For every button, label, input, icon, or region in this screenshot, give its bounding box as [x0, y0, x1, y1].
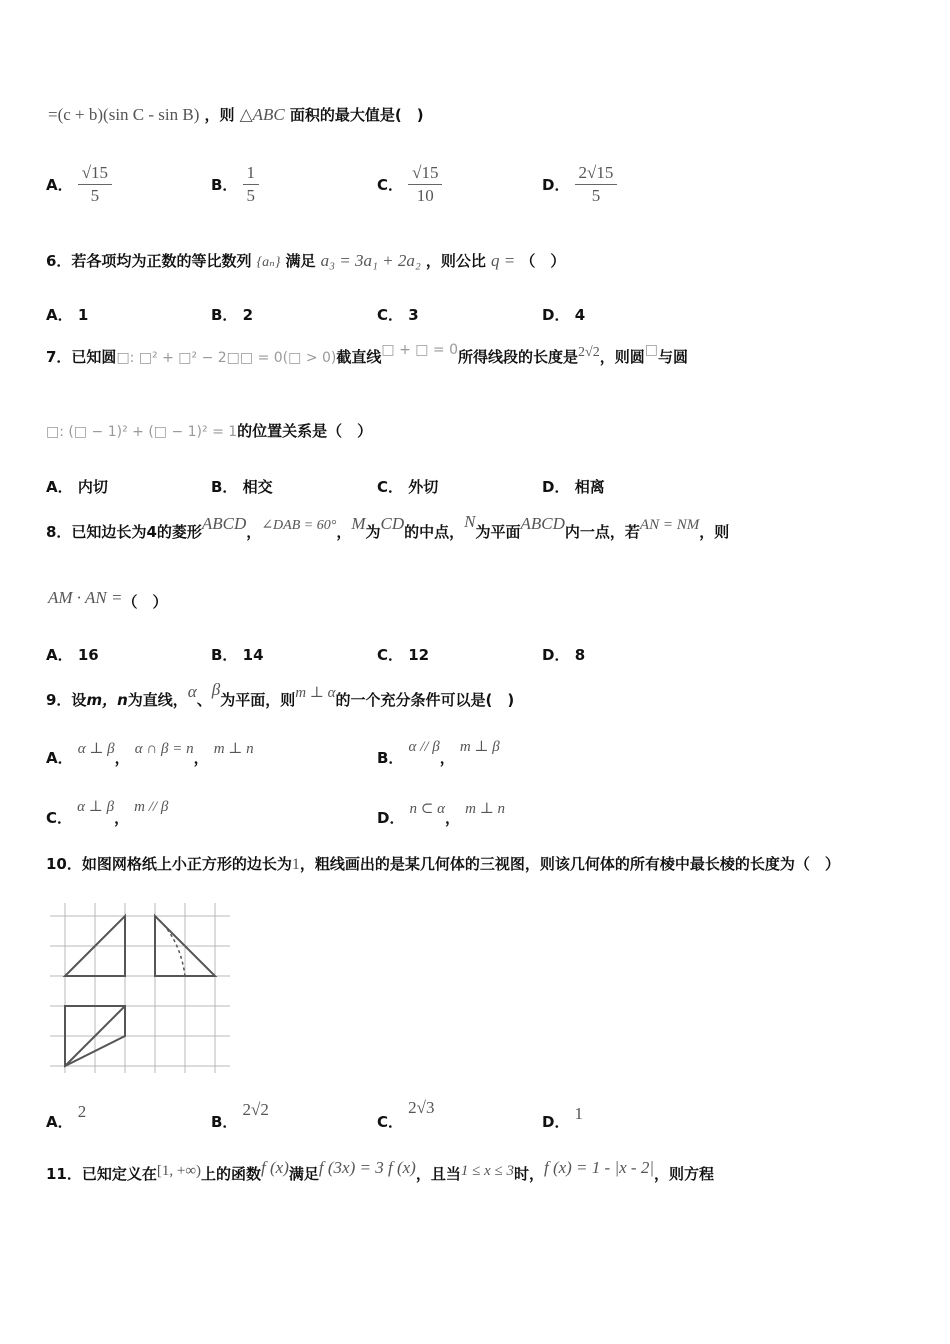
- q7-circle-m: □: □² + □² − 2□□ = 0(□ > 0): [116, 350, 337, 366]
- q11-def: f (x) = 1 - |x - 2|: [543, 1158, 654, 1177]
- option-part: m ⊥ n: [213, 741, 254, 757]
- option-label: B．: [211, 306, 238, 324]
- q8-option-c[interactable]: [377, 644, 429, 665]
- q10-tail: ，粗线画出的是某几何体的三视图，则该几何体的所有棱中最长棱的长度为（ ）: [299, 855, 840, 873]
- option-label: B．: [211, 1113, 238, 1131]
- q7-len: 2√2: [578, 345, 600, 360]
- option-text: 16: [77, 646, 99, 664]
- option-label: D．: [542, 1113, 570, 1131]
- q9-stem: [46, 680, 514, 710]
- q9-p3: 为平面，则: [220, 691, 296, 709]
- comma: ，: [193, 749, 209, 767]
- q9-tail: 的一个充分条件可以是( ): [335, 691, 515, 709]
- q6-seq: {aₙ}: [256, 255, 281, 270]
- option-label: D．: [542, 306, 570, 324]
- q11-p4: ，且当: [415, 1165, 461, 1183]
- q6-cond: a₃ = 3a₁ + 2a₂: [320, 251, 421, 270]
- option-text: 12: [408, 646, 430, 664]
- q7-mid4: 与圆: [657, 348, 688, 366]
- q10-option-d[interactable]: [542, 1104, 583, 1132]
- q11-range: 1 ≤ x ≤ 3: [460, 1163, 514, 1179]
- q10-one: 1: [291, 856, 300, 873]
- q11-prefix: 11．已知定义在: [46, 1165, 157, 1183]
- q6-option-b[interactable]: [211, 304, 253, 325]
- option-part: m ⊥ β: [459, 739, 500, 755]
- option-label: C．: [377, 176, 404, 194]
- option-label: A．: [46, 646, 73, 664]
- q7-option-d[interactable]: [542, 476, 605, 497]
- q7-line: □ + □ = 0: [381, 342, 459, 358]
- option-label: A．: [46, 306, 73, 324]
- three-view-figure: [45, 898, 235, 1078]
- numerator: 2√15: [575, 162, 618, 185]
- denominator: 5: [246, 186, 256, 205]
- option-label: B．: [377, 749, 404, 767]
- comma: ，: [439, 749, 455, 767]
- option-part: α ∩ β = n: [134, 741, 194, 757]
- q8-m: M: [351, 514, 366, 533]
- option-label: C．: [46, 809, 73, 827]
- q10-stem: [46, 853, 840, 874]
- q5-tail: ，则: [204, 106, 235, 124]
- q5-formula: =(c + b)(sin C - sin B): [48, 105, 200, 124]
- denominator: 5: [591, 186, 601, 205]
- denominator: 10: [416, 186, 434, 205]
- option-text: 2: [242, 306, 254, 324]
- q8-comma2: ，: [336, 523, 352, 541]
- option-text: 相交: [242, 478, 273, 496]
- numerator: √15: [78, 162, 112, 185]
- q11-p3: 满足: [288, 1165, 319, 1183]
- q11-domain: [1, +∞): [156, 1163, 202, 1179]
- q9-sep: 、: [196, 691, 212, 709]
- q8-abcd2: ABCD: [520, 514, 565, 533]
- q7-tail: 的位置关系是（ ）: [237, 422, 373, 440]
- fraction: [78, 162, 112, 207]
- comma: ，: [114, 809, 130, 827]
- q5-option-c[interactable]: [377, 162, 442, 207]
- q7-box: □: [644, 342, 658, 358]
- option-label: B．: [211, 646, 238, 664]
- comma: ，: [445, 809, 461, 827]
- q9-option-d[interactable]: [377, 798, 505, 828]
- option-part: m ⊥ n: [465, 801, 506, 817]
- q8-angle: ∠DAB = 60°: [261, 518, 337, 533]
- option-label: B．: [211, 478, 238, 496]
- option-text: 外切: [408, 478, 439, 496]
- q8-option-a[interactable]: [46, 644, 99, 665]
- option-label: A．: [46, 1113, 73, 1131]
- q8-plane: 为平面: [475, 523, 521, 541]
- option-label: A．: [46, 749, 73, 767]
- q6-option-c[interactable]: [377, 304, 419, 325]
- q8-option-b[interactable]: [211, 644, 264, 665]
- q5-option-d[interactable]: [542, 162, 617, 207]
- q10-option-c[interactable]: [377, 1098, 434, 1132]
- option-part: m // β: [134, 799, 169, 815]
- option-label: C．: [377, 306, 404, 324]
- option-label: C．: [377, 478, 404, 496]
- q7-mid2: 所得线段的长度是: [458, 348, 579, 366]
- q6-mid: 满足: [285, 252, 316, 270]
- option-text: 1: [574, 1104, 584, 1123]
- q5-option-b[interactable]: [211, 162, 259, 207]
- fraction: [575, 162, 618, 207]
- numerator: √15: [408, 162, 442, 185]
- option-label: D．: [377, 809, 405, 827]
- q8-cd: CD: [380, 514, 405, 533]
- q8-then: ，则: [699, 523, 730, 541]
- q9-prefix: 9．设: [46, 691, 87, 709]
- q9-option-a[interactable]: [46, 738, 254, 768]
- q9-option-c[interactable]: [46, 796, 168, 828]
- option-label: D．: [542, 478, 570, 496]
- q7-circle-n: □: (□ − 1)² + (□ − 1)² = 1: [46, 424, 238, 440]
- numerator: 1: [243, 162, 260, 185]
- q8-mid: 的中点，: [404, 523, 465, 541]
- option-text: 1: [77, 306, 89, 324]
- option-label: C．: [377, 646, 404, 664]
- q8-stem-line1: [46, 512, 729, 542]
- q8-option-d[interactable]: [542, 644, 585, 665]
- q8-prefix: 8．已知边长为: [46, 523, 147, 541]
- q9-alpha: α: [187, 682, 197, 701]
- q8-num4: 4: [146, 523, 157, 541]
- q7-prefix: 7．已知圆: [46, 348, 117, 366]
- q6-option-d[interactable]: [542, 304, 585, 325]
- option-part: α ⊥ β: [77, 741, 115, 757]
- q11-rel: f (3x) = 3 f (x): [318, 1158, 416, 1177]
- q9-perp: m ⊥ α: [295, 685, 336, 701]
- q6-stem: [46, 250, 565, 271]
- option-label: A．: [46, 176, 73, 194]
- option-label: D．: [542, 646, 570, 664]
- q10-option-b[interactable]: [211, 1100, 269, 1132]
- grid: [50, 903, 230, 1073]
- option-text: 4: [574, 306, 586, 324]
- q11-p5: 时，: [513, 1165, 544, 1183]
- q7-option-b[interactable]: [211, 476, 273, 497]
- q8-inner: 内一点，若: [564, 523, 640, 541]
- fraction: [408, 162, 442, 207]
- q7-stem-line2: [46, 420, 372, 441]
- q11-f: f (x): [261, 1158, 289, 1177]
- denominator: 5: [90, 186, 100, 205]
- q11-p2: 上的函数: [201, 1165, 262, 1183]
- option-text: 8: [574, 646, 586, 664]
- q7-mid3: ，则圆: [599, 348, 645, 366]
- q8-comma1: ，: [246, 523, 262, 541]
- option-text: 相离: [574, 478, 605, 496]
- q5-option-a[interactable]: [46, 162, 112, 207]
- option-part: α ⊥ β: [77, 799, 115, 815]
- option-text: 2√3: [408, 1098, 435, 1117]
- q7-option-c[interactable]: [377, 476, 438, 497]
- q9-option-b[interactable]: [377, 736, 500, 768]
- option-label: B．: [211, 176, 238, 194]
- q8-p2: 的菱形: [156, 523, 202, 541]
- option-part: α // β: [408, 739, 440, 755]
- q8-n: N: [464, 512, 476, 531]
- q8-abcd: ABCD: [201, 514, 247, 533]
- q8-paren: （ ）: [122, 593, 168, 611]
- q10-prefix: 10．如图网格纸上小正方形的边长为: [46, 855, 292, 873]
- q11-tail: ，则方程: [654, 1165, 715, 1183]
- q6-tail: ，则公比: [425, 252, 486, 270]
- option-text: 内切: [77, 478, 108, 496]
- q8-eq: AN = NM: [639, 517, 700, 533]
- q6-prefix: 6．若各项均为正数的等比数列: [46, 252, 252, 270]
- option-label: D．: [542, 176, 570, 194]
- option-text: 2√2: [242, 1100, 269, 1119]
- q8-dot: AM · AN =: [48, 588, 123, 607]
- option-label: C．: [377, 1113, 404, 1131]
- q9-p2: 为直线，: [127, 691, 188, 709]
- q6-q: q =: [491, 251, 516, 270]
- q11-stem: [46, 1158, 714, 1184]
- q5-line: [48, 104, 424, 125]
- option-part: n ⊂ α: [409, 801, 445, 817]
- q9-mn: m，n: [86, 691, 128, 709]
- q7-option-a[interactable]: [46, 476, 108, 497]
- q10-option-a[interactable]: [46, 1102, 86, 1132]
- q6-end: （ ）: [520, 252, 566, 270]
- q9-beta: β: [211, 680, 221, 699]
- comma: ，: [114, 749, 130, 767]
- q5-triangle: △ABC: [239, 105, 285, 124]
- q8-stem-line2: [48, 588, 167, 612]
- q8-is: 为: [365, 523, 381, 541]
- q7-mid1: 截直线: [336, 348, 382, 366]
- option-text: 3: [408, 306, 419, 324]
- q7-stem-line1: [46, 342, 688, 367]
- option-text: 2: [77, 1102, 87, 1121]
- q5-question: 面积的最大值是( ): [289, 106, 424, 124]
- q6-option-a[interactable]: [46, 304, 88, 325]
- option-label: A．: [46, 478, 73, 496]
- option-text: 14: [242, 646, 264, 664]
- fraction: [243, 162, 260, 207]
